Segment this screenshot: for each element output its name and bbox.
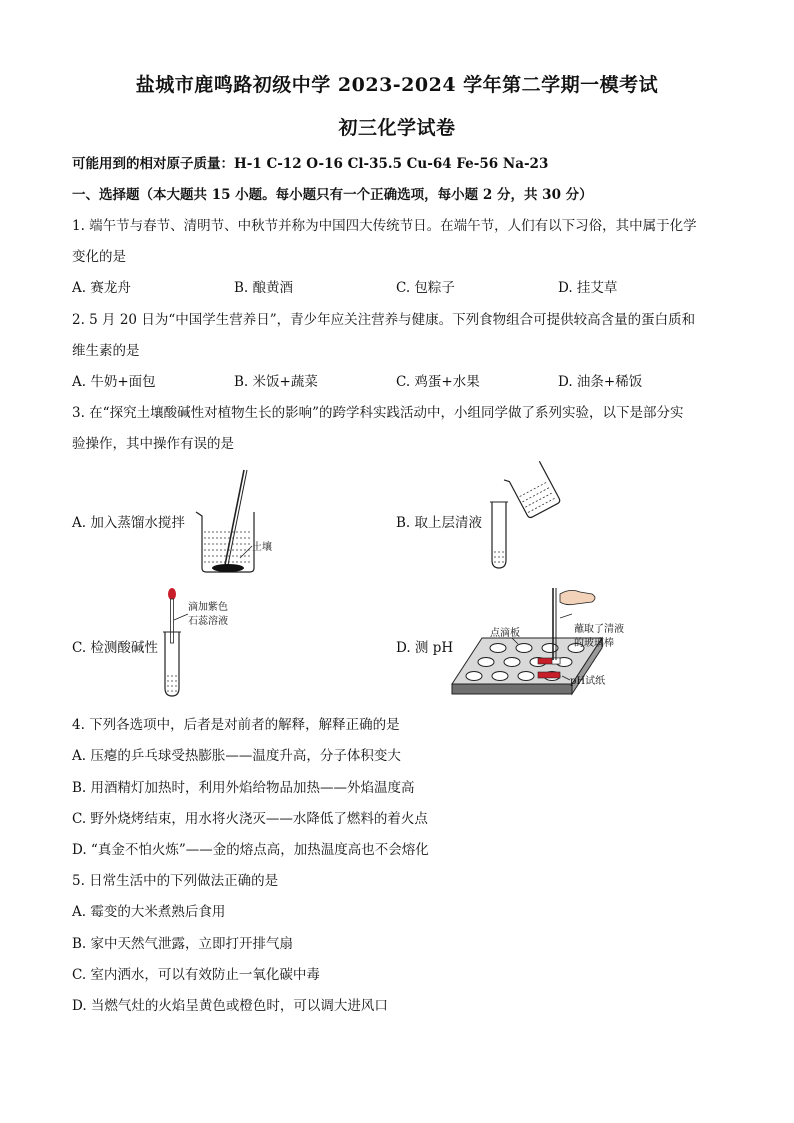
glass-rod-label-line1: 蘸取了清液 [574,624,624,635]
q2-option-d: D. 油条+稀饭 [558,374,643,390]
beaker-stirring-figure [192,468,292,574]
glass-rod [224,470,244,570]
q3-option-a: A. 加入蒸馏水搅拌 [72,515,185,531]
q1-option-c: C. 包粽子 [396,280,455,296]
q1-stem-line1: 1. 端午节与春节、清明节、中秋节并称为中国四大传统节日。在端午节，人们有以下习俗，其中属于化学 [72,218,697,234]
q2-option-a: A. 牛奶+面包 [72,374,156,390]
q2-stem-line2: 维生素的是 [72,343,140,359]
q2-option-c: C. 鸡蛋+水果 [396,374,480,390]
dropper-bulb [168,588,176,600]
test-tube [492,502,506,568]
soil-label: 土壤 [252,542,272,553]
dropper-label-line1: 滴加紫色 [188,602,228,613]
pouring-figure [482,462,562,572]
q5-option-c: C. 室内洒水，可以有效防止一氧化碳中毒 [72,967,320,983]
ph-paper-label: pH试纸 [570,676,606,687]
exam-title: 盐城市鹿鸣路初级中学 2023-2024 学年第二学期一模考试 [135,74,659,96]
hand [560,590,595,604]
q1-option-b: B. 酿黄酒 [234,280,294,296]
q5-option-a: A. 霉变的大米煮熟后食用 [72,904,226,920]
soil [212,564,244,572]
q5-stem: 5. 日常生活中的下列做法正确的是 [72,873,279,889]
exam-subtitle: 初三化学试卷 [338,117,456,139]
q4-option-b: B. 用酒精灯加热时，利用外焰给物品加热——外焰温度高 [72,780,415,796]
atomic-masses: 可能用到的相对原子质量：H-1 C-12 O-16 Cl-35.5 Cu-64 Fe-56 Na-23 [72,156,549,172]
dropper-label-line2: 石蕊溶液 [188,616,228,627]
q5-option-d: D. 当燃气灶的火焰呈黄色或橙色时，可以调大进风口 [72,998,388,1014]
q3-stem-line1: 3. 在“探究土壤酸碱性对植物生长的影响”的跨学科实践活动中，小组同学做了系列实验，以下是部分实 [72,405,684,421]
ph-test-figure [452,588,652,700]
tilted-beaker [504,461,561,520]
spot-plate-label: 点滴板 [490,628,520,639]
q1-stem-line2: 变化的是 [72,249,126,265]
q4-stem: 4. 下列各选项中，后者是对前者的解释，解释正确的是 [72,717,400,733]
q2-stem-line1: 2. 5 月 20 日为“中国学生营养日”，青少年应关注营养与健康。下列食物组合可提供较高含量的蛋白质和 [72,312,696,328]
section-title: 一、选择题（本大题共 15 小题。每小题只有一个正确选项，每小题 2 分，共 30 分） [72,187,593,203]
q5-option-b: B. 家中天然气泄露，立即打开排气扇 [72,936,294,952]
q1-option-a: A. 赛龙舟 [72,280,131,296]
q4-option-a: A. 压瘪的乒乓球受热膨胀——温度升高，分子体积变大 [72,748,401,764]
q4-option-c: C. 野外烧烤结束，用水将火浇灭——水降低了燃料的着火点 [72,811,428,827]
q4-option-d: D. “真金不怕火炼”——金的熔点高，加热温度高也不会熔化 [72,842,429,858]
q3-option-b: B. 取上层清液 [396,515,483,531]
q1-option-d: D. 挂艾草 [558,280,618,296]
q2-option-b: B. 米饭+蔬菜 [234,374,318,390]
dropper-tube [171,599,174,643]
glass-rod-label-line2: 的玻璃棒 [574,638,614,649]
q3-stem-line2: 验操作，其中操作有误的是 [72,436,234,452]
q3-option-c: C. 检测酸碱性 [72,640,158,656]
dropper-figure [160,586,250,698]
q3-option-d: D. 测 pH [396,640,454,656]
